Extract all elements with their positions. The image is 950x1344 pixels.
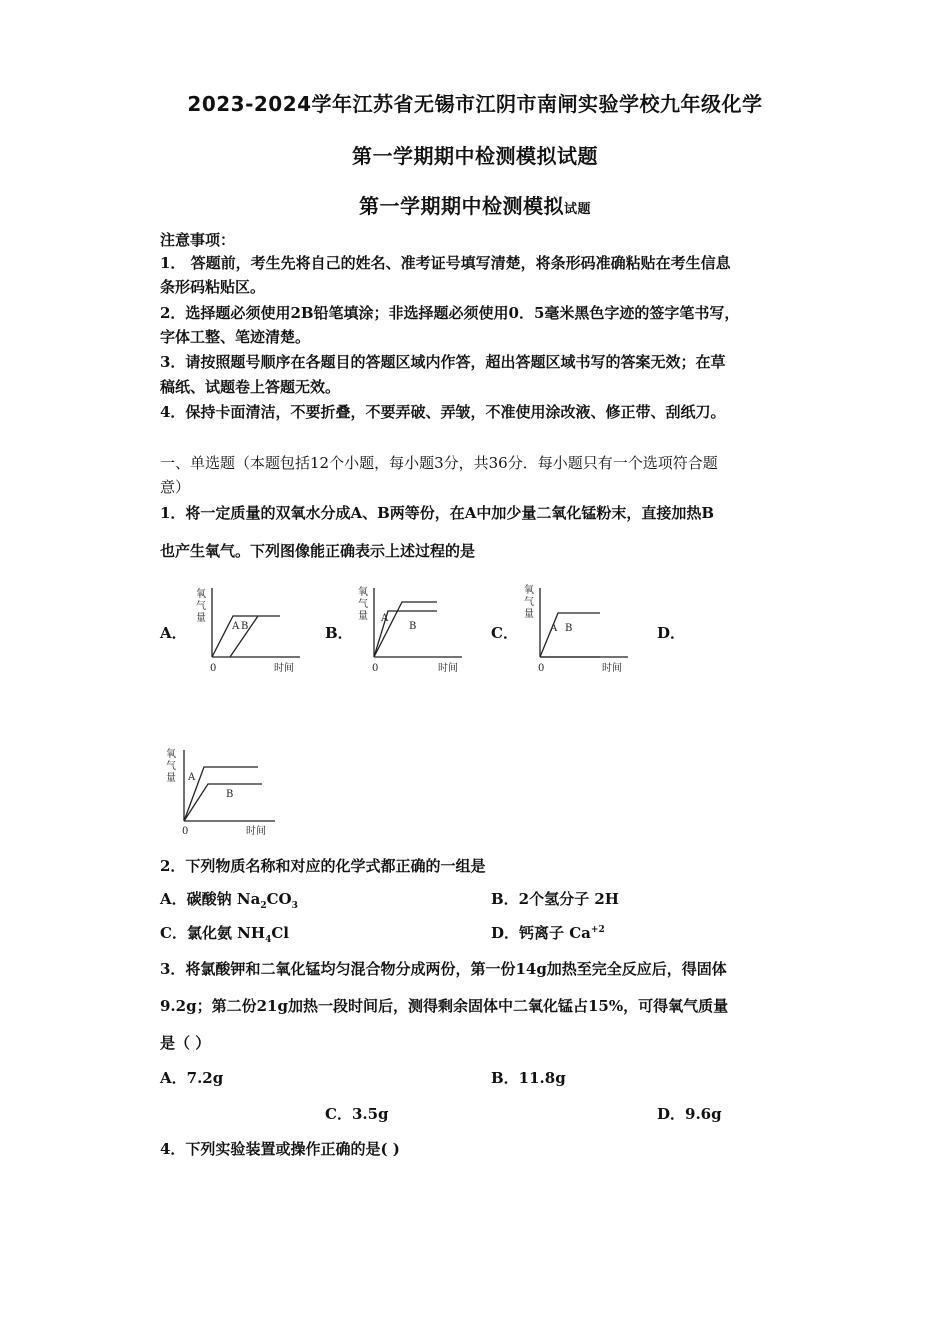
graph-xlabel: 时间: [438, 663, 458, 674]
curve-a-label: A: [188, 772, 196, 783]
graph-ylabel-3: 量: [358, 611, 368, 622]
note-line-6: 稿纸、试题卷上答题无效。: [160, 378, 341, 396]
curve-b-label: B: [226, 789, 234, 800]
q2-option-c-label: C．氯化氨: [160, 924, 238, 942]
curve-a-line: [540, 613, 600, 657]
title-line-3-small: 试题: [563, 202, 591, 217]
formula-superscript: +2: [590, 925, 605, 935]
note-line-5: 3．请按照题号顺序在各题目的答题区域内作答，超出答题区域书写的答案无效；在草: [160, 353, 726, 371]
curve-b-label: B: [409, 621, 417, 632]
q1-option-a[interactable]: A．: [160, 624, 187, 642]
q1-option-d[interactable]: D．: [657, 624, 686, 642]
note-line-3: 2．选择题必须使用2B铅笔填涂；非选择题必须使用0．5毫米黑色字迹的签字笔书写，: [160, 304, 740, 322]
section-heading-line-1: 一、单选题（本题包括12个小题，每小题3分，共36分．每小题只有一个选项符合题: [160, 454, 718, 472]
title-line-1: 2023-2024学年江苏省无锡市江阴市南闸实验学校九年级化学: [187, 92, 763, 116]
q2-option-d[interactable]: [491, 922, 605, 943]
q2-stem: 2．下列物质名称和对应的化学式都正确的一组是: [160, 857, 486, 875]
formula-part: Na: [236, 890, 261, 908]
q2-option-d-label: D．钙离子: [491, 924, 570, 942]
formula-subscript: 4: [265, 935, 272, 945]
section-heading-line-2: 意）: [160, 478, 191, 496]
title-line-2: 第一学期期中检测模拟试题: [352, 144, 598, 168]
graph-ylabel-2: 气: [524, 597, 534, 608]
graph-xlabel: 时间: [246, 826, 266, 837]
q3-line-2: 9.2g；第二份21g加热一段时间后，测得剩余固体中二氧化锰占15%，可得氧气质量: [160, 997, 729, 1015]
q1-graph-c: [518, 583, 638, 678]
q1-graph-a: [190, 583, 310, 678]
formula-part: Ca: [569, 924, 591, 942]
q2-option-a[interactable]: [160, 888, 298, 911]
formula-part: NH: [237, 924, 266, 942]
curve-b-line: [374, 602, 437, 657]
q1-option-c[interactable]: C．: [491, 624, 518, 642]
q3-option-a[interactable]: A．7.2g: [160, 1069, 224, 1087]
graph-origin: 0: [182, 826, 189, 837]
notes-heading: 注意事项：: [160, 231, 236, 249]
note-line-4: 字体工整、笔迹清楚。: [160, 328, 311, 346]
q2-option-a-label: A．碳酸钠: [160, 890, 237, 908]
q2-option-c[interactable]: [160, 922, 289, 945]
q1-option-b[interactable]: B．: [325, 624, 353, 642]
graph-ylabel-1: 氧: [524, 585, 534, 596]
graph-origin: 0: [538, 663, 545, 674]
note-line-7: 4．保持卡面清洁，不要折叠，不要弄破、弄皱，不准使用涂改液、修正带、刮纸刀。: [160, 403, 726, 421]
graph-ylabel-3: 量: [166, 773, 176, 784]
note-line-1: 1． 答题前，考生先将自己的姓名、准考证号填写清楚，将条形码准确粘贴在考生信息: [160, 254, 731, 272]
q3-line-1: 3．将氯酸钾和二氧化锰均匀混合物分成两份，第一份14g加热至完全反应后，得固体: [160, 960, 727, 978]
graph-ylabel-2: 气: [166, 761, 176, 772]
graph-ylabel-2: 气: [196, 601, 206, 612]
graph-origin: 0: [210, 663, 217, 674]
formula-part: CO: [266, 890, 292, 908]
graph-xlabel: 时间: [274, 663, 294, 674]
graph-ylabel-1: 氧: [196, 589, 206, 600]
formula-part: Cl: [271, 924, 289, 942]
curve-a-label: A: [550, 623, 558, 634]
q4-stem: 4．下列实验装置或操作正确的是( ): [160, 1140, 400, 1158]
graph-ylabel-3: 量: [196, 613, 206, 624]
graph-ylabel-2: 气: [358, 599, 368, 610]
curve-b-label: B: [241, 621, 249, 632]
q2-option-b[interactable]: B．2个氢分子 2H: [491, 890, 619, 908]
graph-origin: 0: [372, 663, 379, 674]
q3-option-d[interactable]: D．9.6g: [657, 1105, 722, 1123]
curve-a-label: A: [232, 621, 240, 632]
q1-graph-b: [352, 583, 472, 678]
q1-line-2: 也产生氧气。下列图像能正确表示上述过程的是: [160, 542, 476, 560]
q3-option-b[interactable]: B．11.8g: [491, 1069, 566, 1087]
graph-ylabel-1: 氧: [358, 587, 368, 598]
title-line-3-main: 第一学期期中检测模拟: [358, 194, 564, 218]
title-line-3: [0, 190, 950, 219]
q1-line-1: 1．将一定质量的双氧水分成A、B两等份，在A中加少量二氧化锰粉末，直接加热B: [160, 504, 715, 522]
q3-line-3: 是（ ）: [160, 1034, 211, 1052]
q1-graph-d: [160, 745, 285, 840]
note-line-2: 条形码粘贴区。: [160, 278, 266, 296]
formula-subscript: 3: [291, 901, 298, 911]
graph-ylabel-1: 氧: [166, 749, 176, 760]
curve-b-label: B: [565, 623, 573, 634]
formula-subscript: 2: [260, 901, 267, 911]
q3-option-c[interactable]: C．3.5g: [325, 1105, 389, 1123]
graph-xlabel: 时间: [602, 663, 622, 674]
curve-a-label: A: [381, 613, 389, 624]
graph-ylabel-3: 量: [524, 609, 534, 620]
